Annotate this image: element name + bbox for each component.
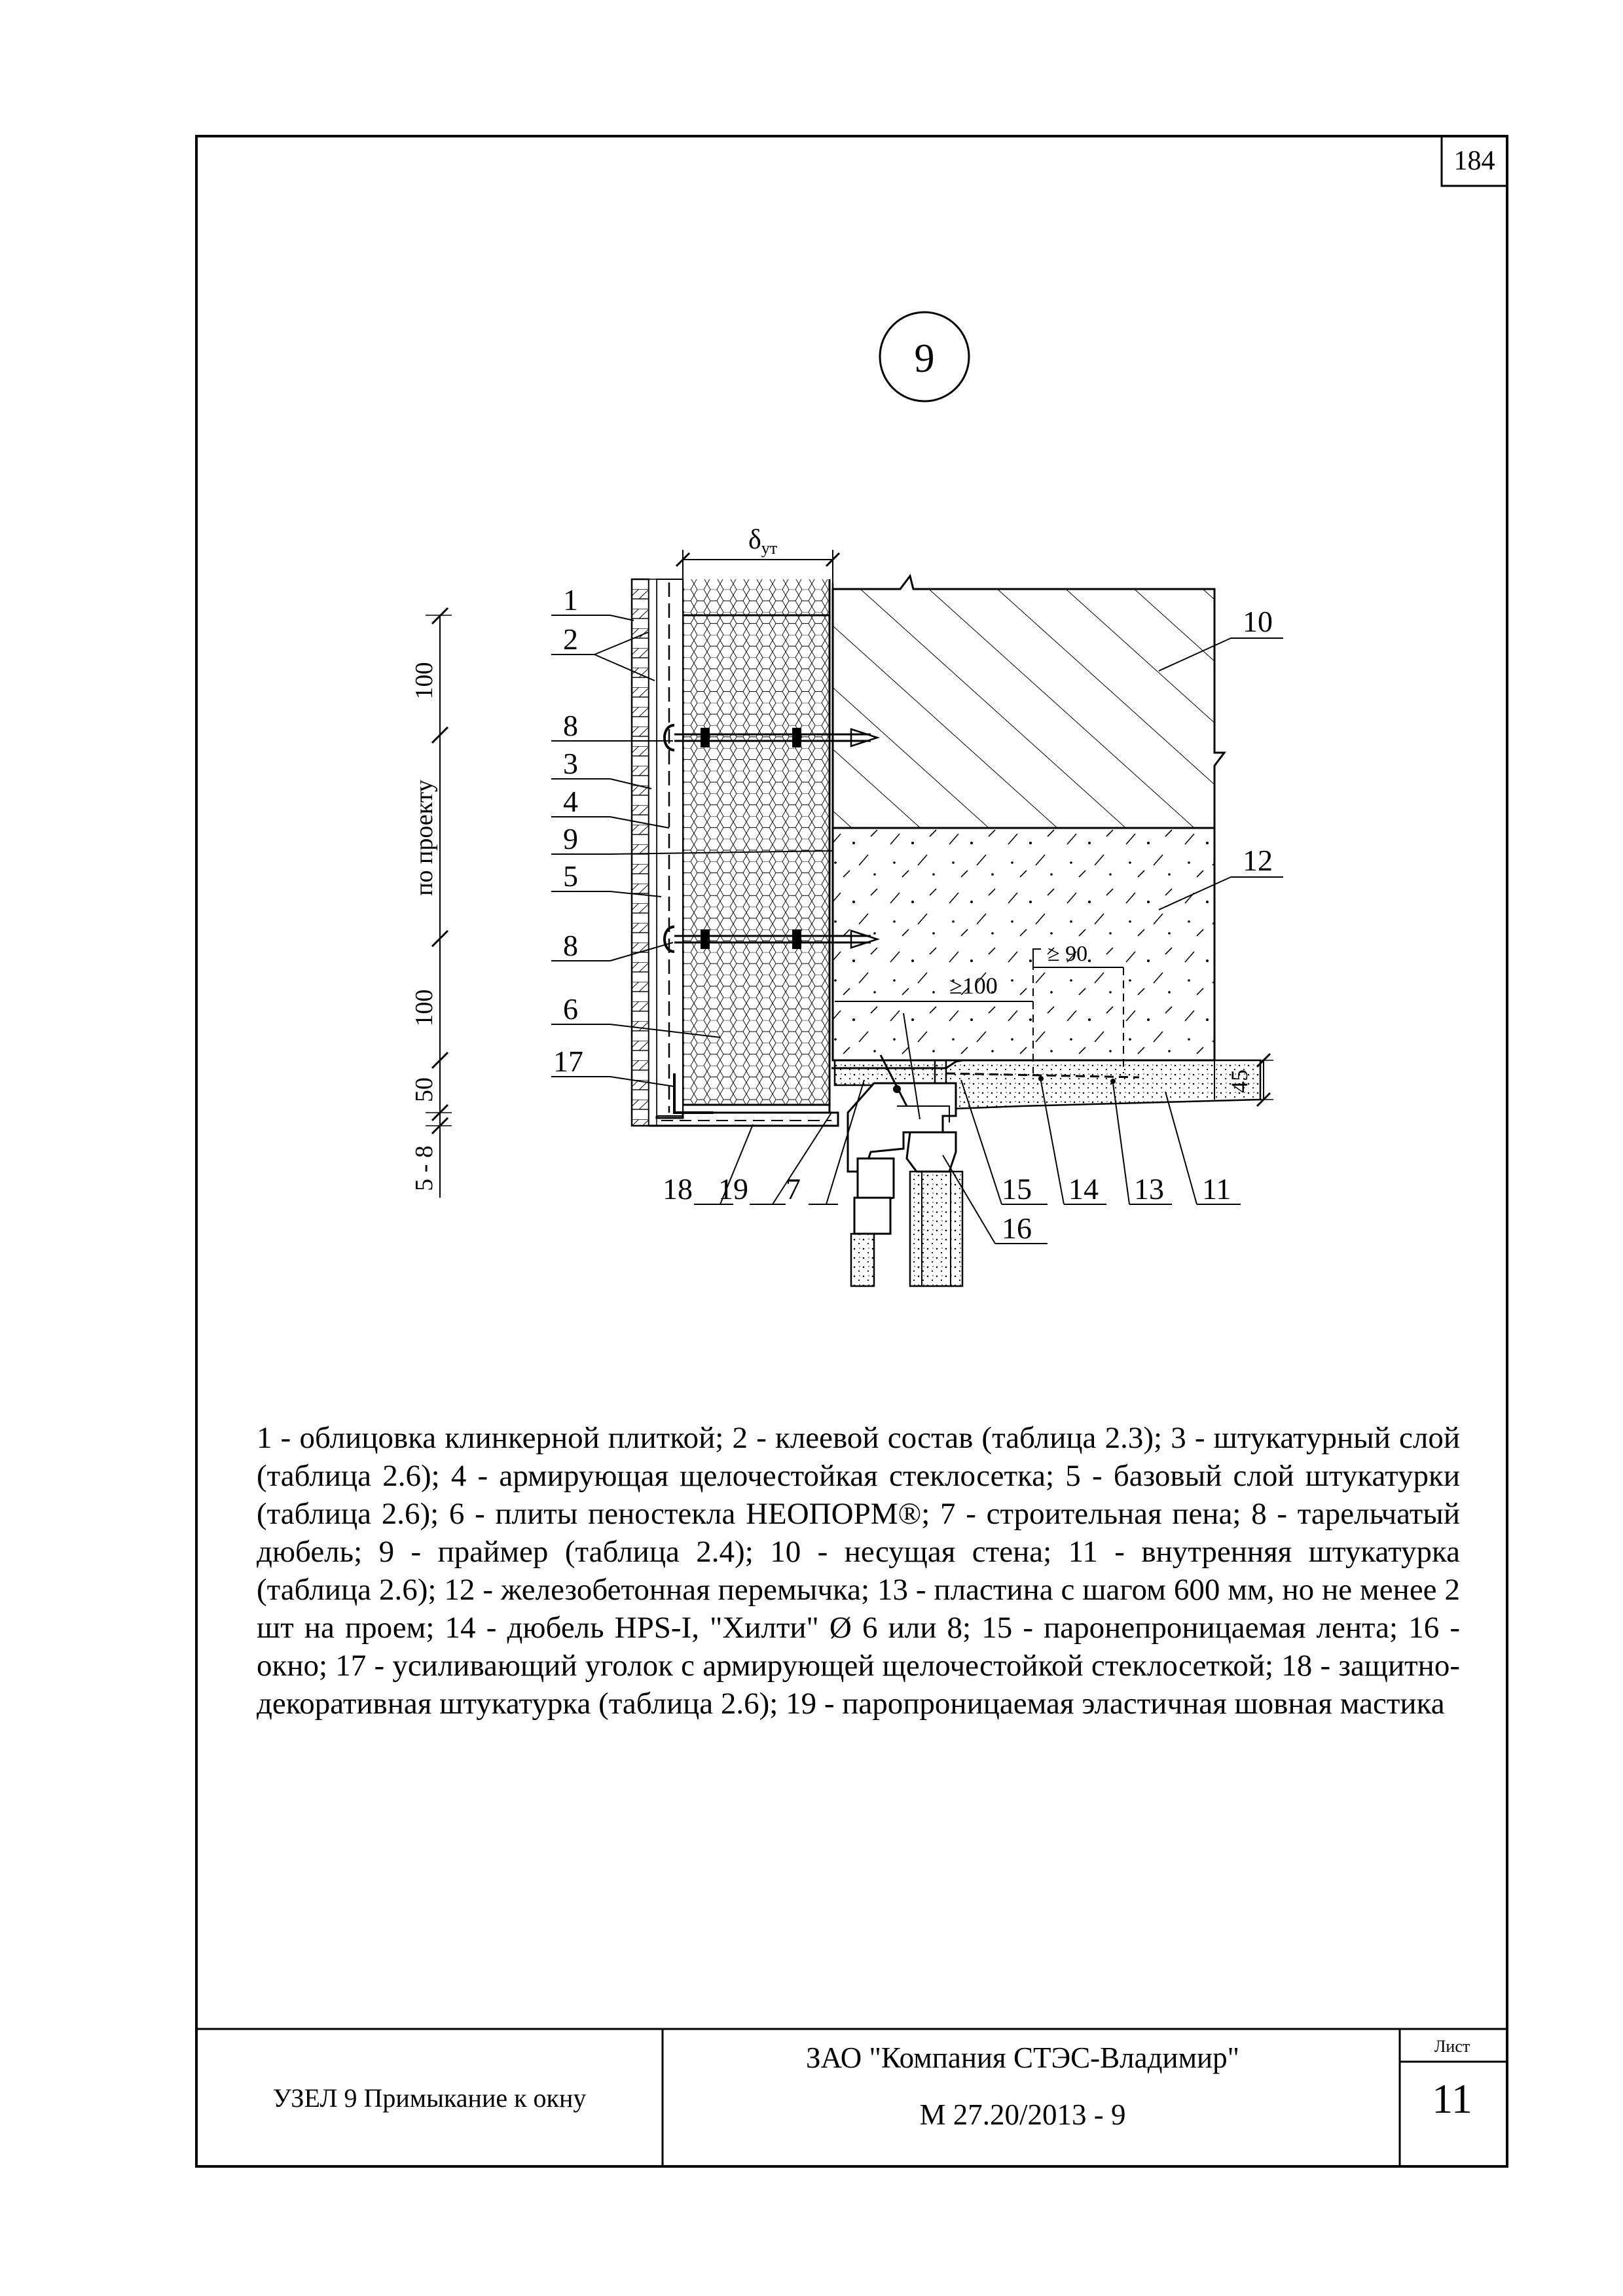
callout-4: 4 bbox=[563, 785, 578, 818]
callout-6: 6 bbox=[563, 992, 578, 1026]
adhesive-layer bbox=[649, 579, 657, 1126]
concrete-lintel bbox=[833, 828, 1214, 1060]
dim-45: 45 bbox=[1226, 1069, 1252, 1093]
callout-1: 1 bbox=[563, 583, 578, 617]
callout-14: 14 bbox=[1068, 1172, 1099, 1206]
interior-plaster bbox=[935, 1060, 1260, 1109]
document-code: М 27.20/2013 - 9 bbox=[919, 2098, 1126, 2131]
company-name: ЗАО "Компания СТЭС-Владимир" bbox=[805, 2041, 1240, 2074]
dim-100-bottom: 100 bbox=[410, 989, 438, 1027]
callout-13: 13 bbox=[1134, 1172, 1164, 1206]
dim-100-top: 100 bbox=[410, 662, 438, 700]
dim-ge-90: ≥ 90 bbox=[1048, 942, 1088, 966]
window-frame bbox=[848, 1083, 962, 1286]
callout-12: 12 bbox=[1243, 844, 1273, 877]
callout-15: 15 bbox=[1002, 1172, 1032, 1206]
callout-16: 16 bbox=[1002, 1211, 1032, 1245]
legend-text: 1 - облицовка клинкерной плиткой; 2 - клеевой состав (таблица 2.3); 3 - штукатурный слой (таблица 2.6); 4 - армирующая щелочестойкая стеклосетка; 5 - базовый слой штукатурки (таблица 2.6); 6 - плиты пеностекла НЕОПОРМ®; 7 - строительная пена; 8 - тарельчатый дюбель; 9 - праймер (таблица 2.4); 10 - несущая стена; 11 - внутренняя штукатурка (таблица 2.6); 12 - железобетонная перемычка; 13 - пластина с шагом 600 мм, но не менее 2 шт на проем; 14 - дюбель HPS-I, "Хилти" Ø 6 или 8; 15 - паронепроницаемая лента; 16 - окно; 17 - усиливающий уголок с армирующей щелочестойкой стеклосеткой; 18 - защитно-декоративная штукатурка (таблица 2.6); 19 - паропроницаемая эластичная шовная мастика bbox=[257, 1421, 1460, 1721]
callout-17: 17 bbox=[553, 1045, 583, 1078]
load-bearing-wall bbox=[833, 576, 1224, 828]
clinker-tile bbox=[632, 579, 649, 1126]
dim-50: 50 bbox=[410, 1077, 438, 1102]
callout-19: 19 bbox=[718, 1172, 748, 1206]
node-number: 9 bbox=[914, 336, 935, 381]
sheet-label: Лист bbox=[1434, 2037, 1470, 2056]
callout-8b: 8 bbox=[563, 929, 578, 962]
callout-3: 3 bbox=[563, 747, 578, 780]
callout-8a: 8 bbox=[563, 709, 578, 742]
callout-9: 9 bbox=[563, 822, 578, 855]
callout-2: 2 bbox=[563, 622, 578, 656]
sheet-number: 11 bbox=[1432, 2075, 1472, 2122]
callout-11: 11 bbox=[1202, 1172, 1231, 1206]
foam-glass-boards bbox=[683, 615, 830, 1105]
thickness-label: δут bbox=[748, 525, 778, 558]
section-drawing bbox=[410, 525, 1283, 1286]
callout-18: 18 bbox=[663, 1172, 693, 1206]
foam-glass-top bbox=[683, 579, 830, 615]
callout-7: 7 bbox=[786, 1172, 801, 1206]
dim-ge-100: ≥100 bbox=[949, 973, 998, 999]
callout-10: 10 bbox=[1243, 605, 1273, 638]
node-title: УЗЕЛ 9 Примыкание к окну bbox=[272, 2083, 587, 2113]
callout-5: 5 bbox=[563, 859, 578, 893]
dim-project: по проекту bbox=[410, 780, 438, 896]
dim-5-8: 5 - 8 bbox=[410, 1145, 438, 1191]
page-number: 184 bbox=[1453, 146, 1495, 176]
